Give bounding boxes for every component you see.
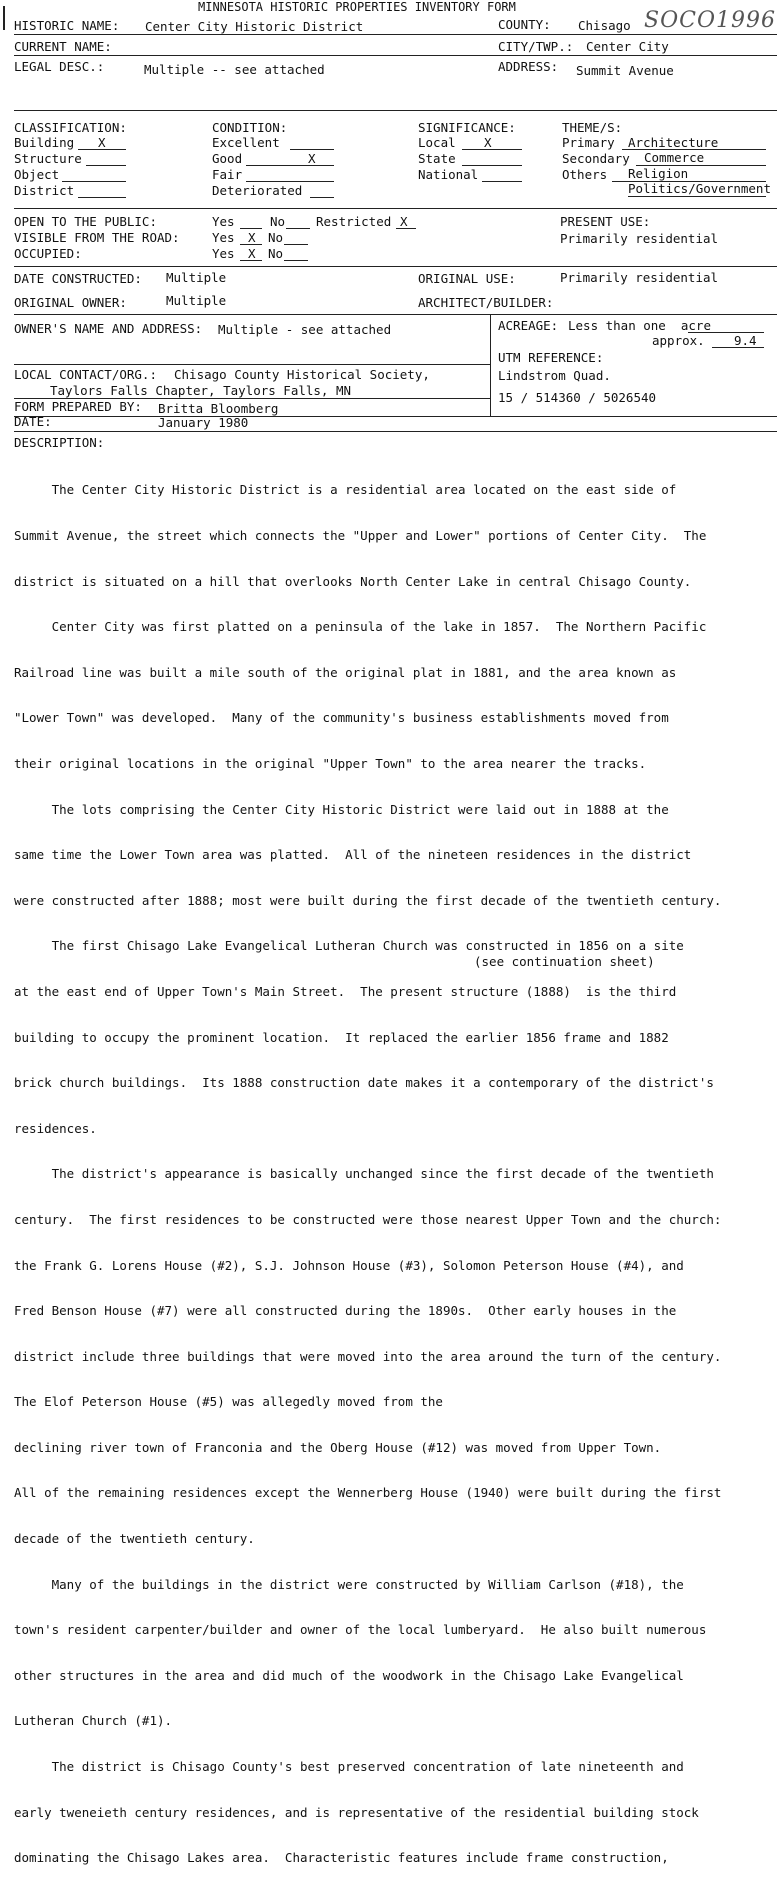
- description-line: The first Chisago Lake Evangelical Lutheran Church was constructed in 1856 on a site: [14, 938, 684, 954]
- address-label: ADDRESS:: [498, 59, 559, 74]
- acreage-label: ACREAGE:: [498, 318, 559, 333]
- condition-good-mark: X: [308, 151, 316, 166]
- description-line: early tweneieth century residences, and is representative of the residential building stock: [14, 1804, 699, 1820]
- description-line: The district is Chisago County's best preserved concentration of late nineteenth and: [14, 1759, 684, 1775]
- divider: [14, 416, 777, 417]
- description-line: their original locations in the original "Upper Town" to the area nearer the tracks.: [14, 755, 647, 771]
- description-line: district is situated on a hill that overlooks North Center Lake in central Chisago County.: [14, 573, 692, 589]
- significance-national: National: [418, 167, 479, 182]
- condition-fair: Fair: [212, 167, 243, 182]
- theme-secondary-value: Commerce: [644, 150, 705, 165]
- date-label: DATE:: [14, 414, 52, 429]
- box-divider: [490, 314, 491, 416]
- original-use-value: Primarily residential: [560, 270, 719, 285]
- description-line: Lutheran Church (#1).: [14, 1713, 173, 1729]
- classification-building: Building: [14, 135, 75, 150]
- description-line: "Lower Town" was developed. Many of the community's business establishments moved from: [14, 710, 669, 726]
- local-contact-label: LOCAL CONTACT/ORG.:: [14, 367, 157, 382]
- blank-line: [62, 181, 126, 182]
- open-restricted: Restricted: [316, 214, 392, 229]
- description-line: The Center City Historic District is a residential area located on the east side of: [14, 482, 677, 498]
- blank-line: [284, 260, 308, 261]
- divider: [14, 431, 777, 432]
- condition-label: CONDITION:: [212, 120, 288, 135]
- open-restricted-mark: X: [400, 214, 408, 229]
- theme-label: THEME/S:: [562, 120, 623, 135]
- theme-others-label: Others: [562, 167, 608, 182]
- divider: [14, 55, 777, 56]
- visible-no: No: [268, 230, 284, 245]
- significance-local-mark: X: [484, 135, 492, 150]
- classification-building-mark: X: [98, 135, 106, 150]
- handwritten-inventory-number: SOCO1996: [644, 8, 776, 33]
- description-line: dominating the Chisago Lakes area. Characteristic features include frame construction,: [14, 1850, 669, 1866]
- description-line: All of the remaining residences except the Wennerberg House (1940) were built during the first: [14, 1485, 722, 1501]
- description-line: the Frank G. Lorens House (#2), S.J. Johnson House (#3), Solomon Peterson House (#4), and: [14, 1257, 684, 1273]
- blank-line: [286, 228, 310, 229]
- utm-reference-label: UTM REFERENCE:: [498, 350, 604, 365]
- blank-line: [246, 181, 334, 182]
- blank-line: [310, 197, 334, 198]
- page-edge-mark: [3, 6, 5, 30]
- description-line: residences.: [14, 1120, 97, 1136]
- date-constructed-label: DATE CONSTRUCTED:: [14, 271, 142, 286]
- condition-deteriorated: Deteriorated: [212, 183, 303, 198]
- blank-line: [612, 181, 766, 182]
- current-name-label: CURRENT NAME:: [14, 39, 112, 54]
- occupied-yes-mark: X: [248, 246, 256, 261]
- form-prepared-by-value: Britta Bloomberg: [158, 401, 279, 416]
- blank-line: [240, 260, 262, 261]
- description-body: [14, 452, 774, 1881]
- city-label: CITY/TWP.:: [498, 39, 574, 54]
- owners-name-address-label: OWNER'S NAME AND ADDRESS:: [14, 321, 203, 336]
- original-owner-value: Multiple: [166, 293, 227, 308]
- description-line: Fred Benson House (#7) were all constructed during the 1890s. Other early houses in the: [14, 1303, 677, 1319]
- significance-label: SIGNIFICANCE:: [418, 120, 516, 135]
- blank-line: [628, 196, 766, 197]
- historic-name-value: Center City Historic District: [145, 19, 364, 34]
- open-to-public-label: OPEN TO THE PUBLIC:: [14, 214, 157, 229]
- blank-line: [284, 244, 308, 245]
- present-use-value: Primarily residential: [560, 231, 719, 246]
- divider: [14, 34, 777, 35]
- description-line: town's resident carpenter/builder and owner of the local lumberyard. He also built numerous: [14, 1622, 707, 1638]
- description-line: Summit Avenue, the street which connects the "Upper and Lower" portions of Center City. The: [14, 528, 707, 543]
- description-line: The Elof Peterson House (#5) was allegedly moved from the: [14, 1394, 443, 1410]
- classification-label: CLASSIFICATION:: [14, 120, 127, 135]
- theme-primary-label: Primary: [562, 135, 615, 150]
- owners-name-address-value: Multiple - see attached: [218, 322, 392, 337]
- architect-builder-label: ARCHITECT/BUILDER:: [418, 295, 554, 310]
- blank-line: [622, 149, 766, 150]
- present-use-label: PRESENT USE:: [560, 214, 651, 229]
- blank-line: [240, 244, 262, 245]
- county-label: COUNTY:: [498, 17, 551, 32]
- blank-line: [396, 228, 416, 229]
- blank-line: [482, 181, 522, 182]
- blank-line: [78, 197, 126, 198]
- date-value: January 1980: [158, 415, 249, 430]
- divider: [14, 208, 777, 209]
- form-title: MINNESOTA HISTORIC PROPERTIES INVENTORY FORM: [198, 0, 516, 14]
- visible-yes-mark: X: [248, 230, 256, 245]
- local-contact-line2: Taylors Falls Chapter, Taylors Falls, MN: [50, 383, 352, 398]
- blank-line: [636, 165, 766, 166]
- divider: [14, 314, 777, 315]
- open-yes: Yes: [212, 214, 235, 229]
- original-use-label: ORIGINAL USE:: [418, 271, 516, 286]
- continuation-note: (see continuation sheet): [474, 954, 655, 969]
- divider: [14, 266, 777, 267]
- description-line: Railroad line was built a mile south of the original plat in 1881, and the area known as: [14, 664, 677, 680]
- utm-coordinates: 15 / 514360 / 5026540: [498, 390, 657, 405]
- description-line: decade of the twentieth century.: [14, 1531, 255, 1547]
- classification-object: Object: [14, 167, 60, 182]
- significance-state: State: [418, 151, 456, 166]
- theme-primary-value: Architecture: [628, 135, 719, 150]
- significance-local: Local: [418, 135, 456, 150]
- open-no: No: [270, 214, 286, 229]
- description-line: declining river town of Franconia and the Oberg House (#12) was moved from Upper Town.: [14, 1439, 662, 1455]
- description-line: Center City was first platted on a peninsula of the lake in 1857. The Northern Pacific: [14, 619, 707, 635]
- blank-line: [290, 149, 334, 150]
- condition-good: Good: [212, 151, 243, 166]
- blank-line: [246, 165, 334, 166]
- quad-name: Lindstrom Quad.: [498, 368, 611, 383]
- date-constructed-value: Multiple: [166, 270, 227, 285]
- visible-yes: Yes: [212, 230, 235, 245]
- blank-line: [86, 165, 126, 166]
- blank-line: [240, 228, 262, 229]
- description-line: same time the Lower Town area was platted. All of the nineteen residences in the district: [14, 847, 692, 863]
- condition-excellent: Excellent: [212, 135, 280, 150]
- theme-secondary-label: Secondary: [562, 151, 630, 166]
- theme-others-value-1: Religion: [628, 166, 689, 181]
- city-value: Center City: [586, 39, 669, 54]
- original-owner-label: ORIGINAL OWNER:: [14, 295, 127, 310]
- visible-from-road-label: VISIBLE FROM THE ROAD:: [14, 230, 180, 245]
- description-line: other structures in the area and did much of the woodwork in the Chisago Lake Evangelical: [14, 1667, 684, 1683]
- description-line: at the east end of Upper Town's Main Street. The present structure (1888) is the third: [14, 983, 677, 999]
- county-value: Chisago: [578, 18, 631, 33]
- description-line: century. The first residences to be constructed were those nearest Upper Town and the church:: [14, 1211, 722, 1227]
- divider: [14, 110, 777, 111]
- approx-label: approx.: [652, 333, 705, 348]
- description-line: district include three buildings that were moved into the area around the turn of the century.: [14, 1348, 722, 1364]
- legal-desc-value: Multiple -- see attached: [144, 62, 325, 77]
- description-line: were constructed after 1888; most were built during the first decade of the twentieth century.: [14, 892, 722, 908]
- description-line: brick church buildings. Its 1888 construction date makes it a contemporary of the district's: [14, 1075, 714, 1091]
- local-contact-line1: Chisago County Historical Society,: [174, 367, 430, 382]
- theme-others-value-2: Politics/Government: [628, 181, 771, 196]
- divider: [14, 364, 490, 365]
- occupied-label: OCCUPIED:: [14, 246, 82, 261]
- legal-desc-label: LEGAL DESC.:: [14, 59, 105, 74]
- blank-line: [462, 165, 522, 166]
- description-line: Many of the buildings in the district were constructed by William Carlson (#18), the: [14, 1576, 684, 1592]
- blank-line: [462, 149, 522, 150]
- description-line: The lots comprising the Center City Historic District were laid out in 1888 at the: [14, 801, 669, 817]
- description-line: The district's appearance is basically unchanged since the first decade of the twentieth: [14, 1166, 714, 1182]
- form-prepared-by-label: FORM PREPARED BY:: [14, 399, 142, 414]
- acreage-text: Less than one acre: [568, 318, 711, 333]
- description-label: DESCRIPTION:: [14, 435, 105, 450]
- approx-value: 9.4: [734, 333, 757, 348]
- classification-district: District: [14, 183, 75, 198]
- description-line: building to occupy the prominent location. It replaced the earlier 1856 frame and 1882: [14, 1029, 669, 1045]
- occupied-yes: Yes: [212, 246, 235, 261]
- occupied-no: No: [268, 246, 284, 261]
- historic-name-label: HISTORIC NAME:: [14, 18, 120, 33]
- classification-structure: Structure: [14, 151, 82, 166]
- address-value: Summit Avenue: [576, 63, 674, 78]
- blank-line: [712, 347, 764, 348]
